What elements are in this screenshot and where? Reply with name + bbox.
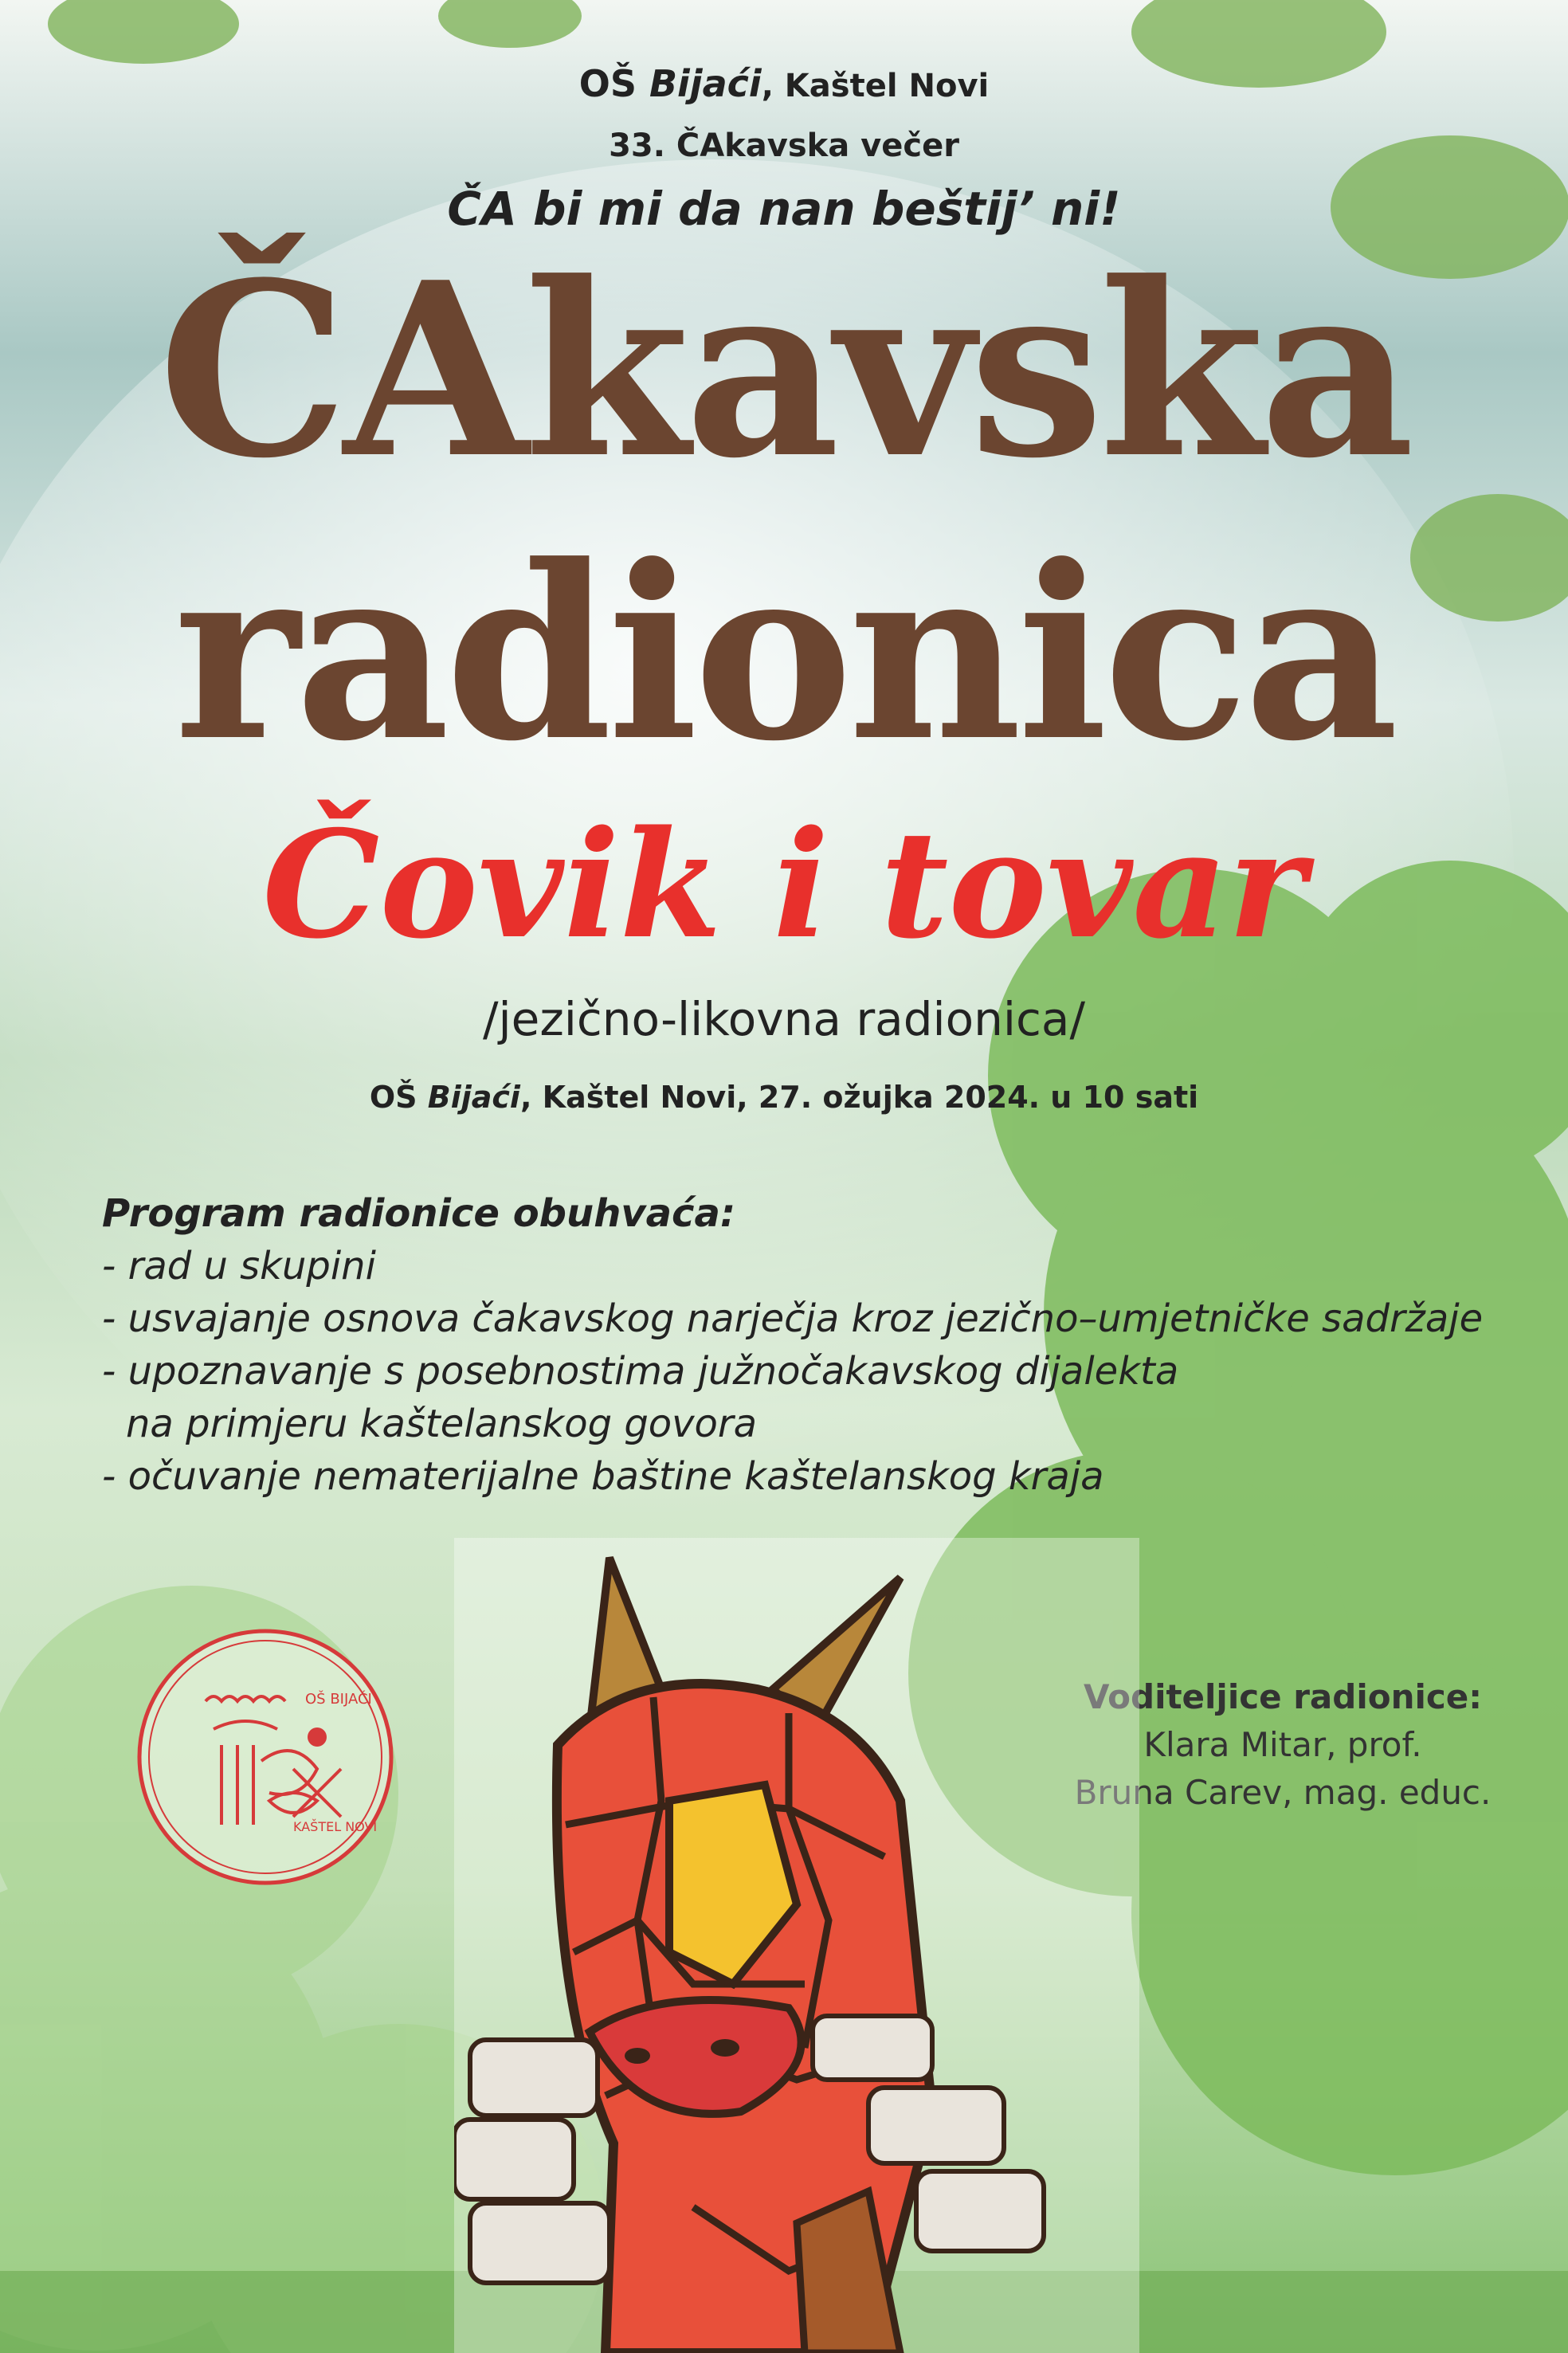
event-name: 33. ČAkavska večer (609, 127, 959, 164)
school-header (0, 62, 1568, 105)
program-heading: Program radionice obuhvaća: (102, 1191, 736, 1236)
school-prefix: OŠ (578, 62, 637, 105)
when-details: , Kaštel Novi, 27. ožujka 2024. u 10 sati (519, 1080, 1199, 1115)
when-school-name: Bijaći (427, 1080, 520, 1115)
when-prefix: OŠ (369, 1080, 417, 1115)
donkey-drawing (454, 1538, 1139, 2353)
program-item: - rad u skupini (102, 1244, 376, 1288)
leader-name: Bruna Carev, mag. educ. (1074, 1773, 1492, 1812)
program-item: - upoznavanje s posebnostima južnočakavskog dijalekta (102, 1349, 1179, 1394)
leader-name: Klara Mitar, prof. (1143, 1725, 1422, 1764)
date-location (0, 1080, 1568, 1115)
school-place: , Kaštel Novi (761, 68, 990, 104)
seal-text-top: OŠ BIJAĆI (305, 1691, 372, 1708)
program-item: - usvajanje osnova čakavskog narječja kroz jezično–umjetničke sadržaje (102, 1296, 1484, 1341)
title-line-1: ČAkavska (158, 229, 1410, 511)
program-item: - očuvanje nematerijalne baštine kaštelanskog kraja (102, 1454, 1104, 1499)
workshop-type: /jezično-likovna radionica/ (483, 992, 1085, 1046)
motto: ČA bi mi da nan beštij’ ni! (447, 182, 1121, 236)
workshop-subtitle: Čovik i tovar (262, 798, 1306, 971)
school-seal-logo (134, 1626, 397, 1888)
leaders-heading: Voditeljice radionice: (1083, 1677, 1483, 1716)
school-name: Bijaći (649, 62, 762, 105)
title-line-2: radionica (174, 512, 1394, 794)
seal-text-bottom: KAŠTEL NOVI (293, 1819, 378, 1834)
program-list (102, 1187, 1483, 1503)
program-item: na primjeru kaštelanskog govora (126, 1402, 758, 1446)
